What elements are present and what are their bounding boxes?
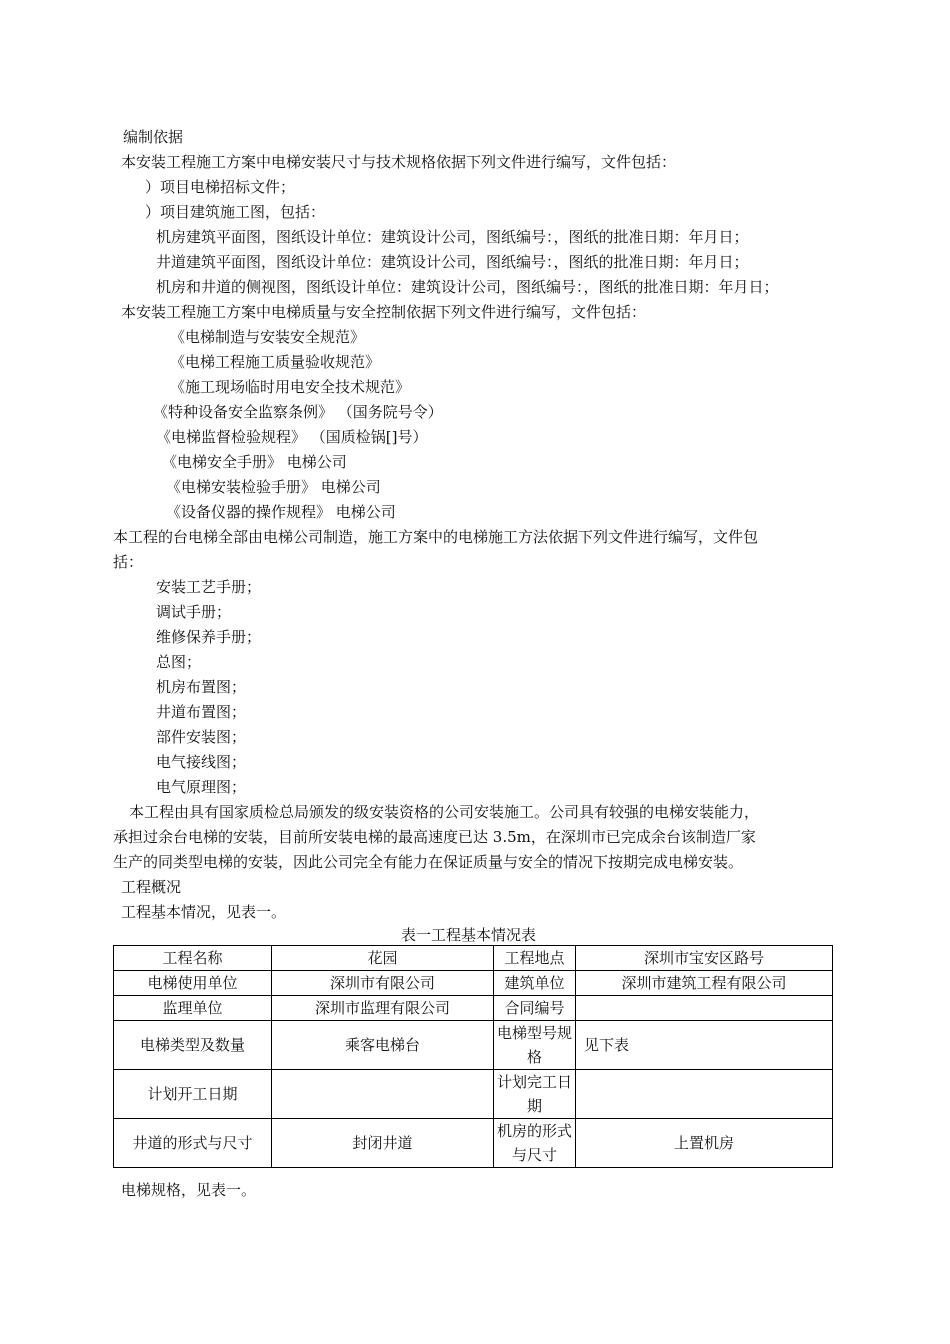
reference-item: 《电梯安装检验手册》 电梯公司	[166, 478, 381, 496]
table-row	[114, 1070, 833, 1119]
paragraph-line: 工程基本情况，见表一。	[121, 903, 287, 921]
table-row	[114, 1021, 833, 1070]
reference-item: 《设备仪器的操作规程》 电梯公司	[166, 503, 396, 521]
table-row	[114, 996, 833, 1021]
table-cell-value: 上置机房	[576, 1119, 833, 1168]
list-item: 井道建筑平面图，图纸设计单位：建筑设计公司，图纸编号：，图纸的批准日期：年月日；	[156, 253, 749, 271]
paragraph-line: 本安装工程施工方案中电梯安装尺寸与技术规格依据下列文件进行编写，文件包括：	[121, 153, 677, 171]
paragraph-line: 生产的同类型电梯的安装，因此公司完全有能力在保证质量与安全的情况下按期完成电梯安装。	[113, 853, 744, 871]
reference-item: 《特种设备安全监察条例》 （国务院号令）	[153, 403, 443, 421]
list-item: ）项目电梯招标文件；	[145, 178, 296, 196]
table-cell-value: 深圳市宝安区路号	[576, 946, 833, 971]
reference-item: 《施工现场临时用电安全技术规范》	[170, 378, 411, 396]
manual-item: 机房布置图；	[156, 678, 247, 696]
manual-item: 调试手册；	[156, 603, 232, 621]
table-cell-value: 花园	[272, 946, 494, 971]
table-cell-value: 深圳市有限公司	[272, 971, 494, 996]
table-cell-label: 监理单位	[114, 996, 272, 1021]
manual-item: 井道布置图；	[156, 703, 247, 721]
table-cell-value: 深圳市建筑工程有限公司	[576, 971, 833, 996]
table-cell-label: 工程名称	[114, 946, 272, 971]
manual-item: 部件安装图；	[156, 728, 247, 746]
table-cell-label: 机房的形式与尺寸	[494, 1119, 576, 1168]
table-cell-value	[576, 1070, 833, 1119]
paragraph-line: 本工程的台电梯全部由电梯公司制造，施工方案中的电梯施工方法依据下列文件进行编写，文件包	[113, 528, 759, 546]
table-cell-label: 电梯类型及数量	[114, 1021, 272, 1070]
table-cell-value: 乘客电梯台	[272, 1021, 494, 1070]
table-cell-label: 计划完工日期	[494, 1070, 576, 1119]
manual-item: 电气接线图；	[156, 753, 247, 771]
table-cell-label: 工程地点	[494, 946, 576, 971]
table-cell-value: 见下表	[576, 1021, 833, 1070]
paragraph-line: 承担过余台电梯的安装，目前所安装电梯的最高速度已达 3.5m，在深圳市已完成余台该制造厂家	[113, 828, 756, 846]
list-item: 机房建筑平面图，图纸设计单位：建筑设计公司，图纸编号：，图纸的批准日期：年月日；	[156, 228, 749, 246]
reference-item: 《电梯监督检验规程》 （国质检锅[]号）	[156, 428, 428, 446]
paragraph-line: 本工程由具有国家质检总局颁发的级安装资格的公司安装施工。公司具有较强的电梯安装能力，	[129, 803, 760, 821]
table-cell-value: 封闭井道	[272, 1119, 494, 1168]
heading-overview: 工程概况	[121, 878, 182, 896]
manual-item: 总图；	[156, 653, 202, 671]
list-item: ）项目建筑施工图，包括：	[145, 203, 326, 221]
table-cell-label: 建筑单位	[494, 971, 576, 996]
table-cell-label: 电梯型号规格	[494, 1021, 576, 1070]
reference-item: 《电梯制造与安装安全规范》	[170, 328, 366, 346]
paragraph-line: 括：	[113, 553, 144, 571]
table-cell-value: 深圳市监理有限公司	[272, 996, 494, 1021]
manual-item: 维修保养手册；	[156, 628, 262, 646]
table-row	[114, 1119, 833, 1168]
table-cell-label: 井道的形式与尺寸	[114, 1119, 272, 1168]
manual-item: 安装工艺手册；	[156, 578, 262, 596]
table-cell-label: 电梯使用单位	[114, 971, 272, 996]
table-caption: 表一工程基本情况表	[401, 926, 537, 944]
table-cell-label: 计划开工日期	[114, 1070, 272, 1119]
project-info-table	[113, 945, 833, 1168]
paragraph-line: 本安装工程施工方案中电梯质量与安全控制依据下列文件进行编写，文件包括：	[121, 303, 647, 321]
heading-basis: 编制依据	[123, 128, 184, 146]
reference-item: 《电梯工程施工质量验收规范》	[170, 353, 381, 371]
table-cell-label: 合同编号	[494, 996, 576, 1021]
table-cell-value	[576, 996, 833, 1021]
paragraph-line: 电梯规格，见表一。	[121, 1181, 257, 1199]
table-cell-value	[272, 1070, 494, 1119]
table-row	[114, 946, 833, 971]
manual-item: 电气原理图；	[156, 778, 247, 796]
reference-item: 《电梯安全手册》 电梯公司	[162, 453, 347, 471]
list-item: 机房和井道的侧视图，图纸设计单位：建筑设计公司，图纸编号：，图纸的批准日期：年月日；	[156, 278, 779, 296]
table-row	[114, 971, 833, 996]
